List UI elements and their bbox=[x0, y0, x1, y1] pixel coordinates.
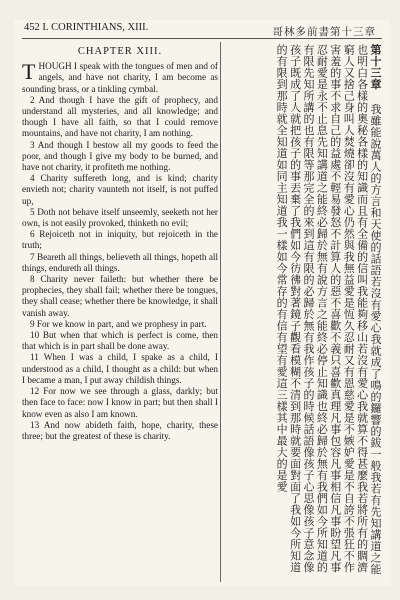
chapter-title: CHAPTER XIII. bbox=[77, 46, 163, 57]
verse-2: 2 And though I have the gift of prophecy, and understand all mysteries, and all knowledge; and though I have all faith, so that I could remove mountains, and have not charity, I am nothing. bbox=[22, 94, 218, 139]
verse-1: THOUGH I speak with the tongues of men and of angels, and have not charity, I am become as sounding brass, or a tinkling cymbal. bbox=[22, 59, 218, 94]
verse-4: 4 Charity suffereth long, and is kind; charity envieth not; charity vaunteth not itself, is not puffed up, bbox=[22, 173, 218, 206]
chinese-text: 我雖能說萬人的方言和天使的話語若沒有愛心我就成了鳴的鑼響的鈸一般我若有先知講道之能也明白各樣的奧秘各樣的知識而且有全備的信叫我能夠移山若沒有愛心我就算不得甚麼我若將所有的賙濟窮人又捨己身叫人焚燒卻沒有愛心仍然與我無益愛是恆久忍耐又有恩慈愛是不嫉妒愛是不自誇不張狂不作害羞的事不求自己的益處不輕易發怒不計算人的惡不喜歡不義只喜歡真理凡事包容凡事相信凡事盼望凡事忍耐愛是永不止息先知講道之能終必歸於無有說方言之能終必停止知識也終必歸於無有我們如今所知道的有限先知所講的也有限等那完全的來到這有限的必歸於無有我作孩子的時候話語像孩子心思像孩子意念像孩子既成了人就把孩子的事丟棄了我們如今彷彿對著鏡子觀看模糊不清到那時就要面對面了我如今所知道的有限到那時就全知道如同主知道我一樣如今常存的有信有望有愛這三樣其中最大的是愛 bbox=[275, 44, 382, 575]
bible-page bbox=[14, 20, 390, 586]
drop-cap: T bbox=[22, 59, 36, 85]
verse-8: 8 Charity never faileth: but whether there be prophecies, they shall fail; whether there be tongues, they shall cease; whether there be knowledge, it shall vanish away. bbox=[22, 274, 218, 318]
page-header-chinese: 哥林多前書第十三章 bbox=[272, 26, 376, 38]
page-header-english: 452 I. CORINTHIANS, XIII. bbox=[24, 22, 149, 33]
chinese-column bbox=[226, 44, 382, 584]
english-column bbox=[22, 44, 218, 584]
verse-11: 11 When I was a child, I spake as a child, I understood as a child, I thought as a child: but when I became a man, I put away childish things. bbox=[22, 352, 218, 385]
verse-13: 13 And now abideth faith, hope, charity, these three; but the greatest of these is charity. bbox=[22, 419, 218, 441]
column-divider bbox=[220, 42, 221, 582]
verse-12: 12 For now we see through a glass, darkly; but then face to face: now I know in part; but then shall I know even as also I am known. bbox=[22, 386, 218, 419]
verse-5: 5 Doth not behave itself unseemly, seeketh not her own, is not easily provoked, thinketh no evil; bbox=[22, 206, 218, 229]
chinese-chapter-label: 第十三章 bbox=[369, 44, 382, 90]
verse-6: 6 Rejoiceth not in iniquity, but rejoiceth in the truth; bbox=[22, 229, 218, 251]
verse-7: 7 Beareth all things, believeth all things, hopeth all things, endureth all things. bbox=[22, 251, 218, 273]
verse-3: 3 And though I bestow all my goods to feed the poor, and though I give my body to be burned, and have not charity, it profiteth me nothing. bbox=[22, 139, 218, 173]
verse-10: 10 But when that which is perfect is come, then that which is in part shall be done away. bbox=[22, 330, 218, 352]
header-rule bbox=[22, 38, 382, 39]
verse-9: 9 For we know in part, and we prophesy in part. bbox=[30, 318, 207, 329]
